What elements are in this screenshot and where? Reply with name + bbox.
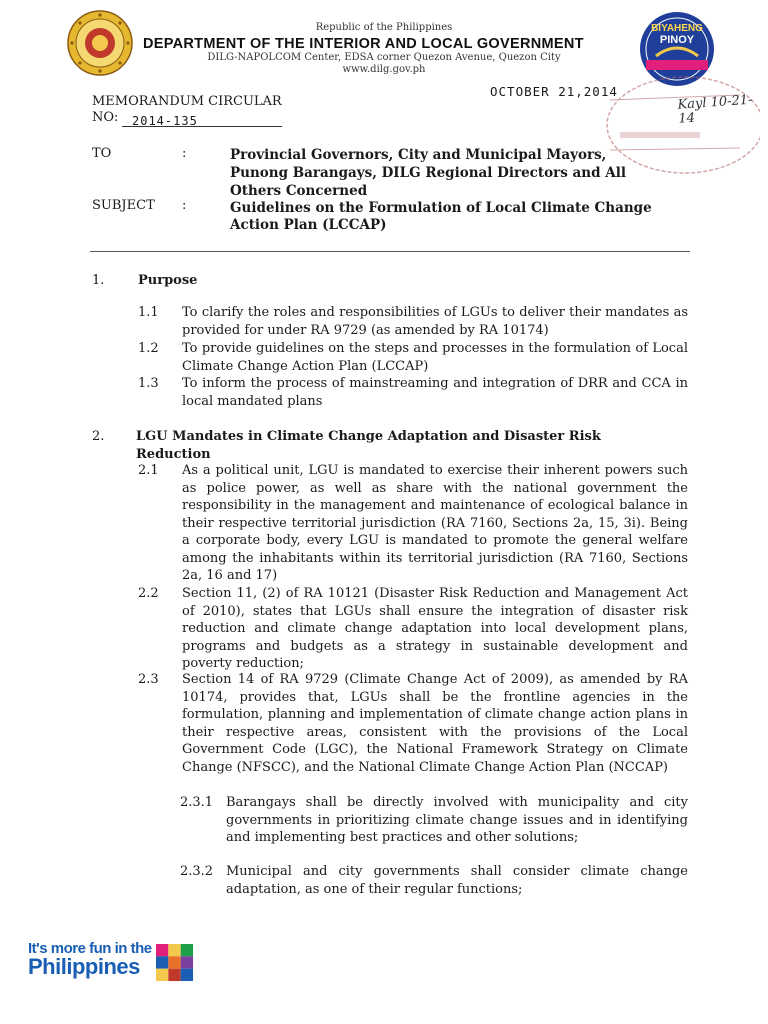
- memo-no-label: NO:: [92, 110, 119, 125]
- handwritten-initials: Kayl 10-21-14: [677, 92, 753, 127]
- item-2-1-number: 2.1: [138, 463, 159, 478]
- to-label: TO: [92, 146, 112, 161]
- item-1-1-text: To clarify the roles and responsibilities of LGUs to deliver their mandates as provided for under RA 9729 (as amended by RA 10174): [182, 305, 688, 338]
- section-1-number: 1.: [92, 273, 105, 288]
- department-website: www.dilg.gov.ph: [342, 64, 426, 75]
- memo-date: OCTOBER 21,2014: [490, 84, 618, 99]
- subject-value: Guidelines on the Formulation of Local Climate Change Action Plan (LCCAP): [230, 200, 652, 233]
- item-2-3-number: 2.3: [138, 672, 159, 687]
- badge-line1: BIYAHENG: [651, 23, 703, 34]
- tourism-logo: [28, 936, 198, 986]
- item-2-2-number: 2.2: [138, 586, 159, 601]
- item-2-3-2-number: 2.3.2: [180, 864, 214, 879]
- item-2-1-text: As a political unit, LGU is mandated to exercise their inherent powers such as police power, as well as share with the national government the responsibility in the management and maintenance of ecological balance in their respective territorial jurisdiction (RA 7160, Sections 2a, 15, 3i). Being a corporate body, every LGU is mandated to promote the general welfare among the inhabitants within its territorial jurisdiction (RA 7160, Sections 2a, 16 and 17): [182, 463, 688, 583]
- department-address: DILG-NAPOLCOM Center, EDSA corner Quezon Avenue, Quezon City: [207, 52, 561, 63]
- item-1-3-text: To inform the process of mainstreaming and integration of DRR and CCA in local mandated plans: [182, 376, 688, 409]
- header-divider: [90, 251, 690, 252]
- item-1-1-number: 1.1: [138, 305, 159, 320]
- item-2-3-1-text: Barangays shall be directly involved with municipality and city governments in prioritizing climate change issues and in identifying and implementing best practices and other solutions;: [226, 795, 688, 845]
- department-title: DEPARTMENT OF THE INTERIOR AND LOCAL GOVERNMENT: [143, 36, 584, 52]
- item-2-2-text: Section 11, (2) of RA 10121 (Disaster Risk Reduction and Management Act of 2010), states that LGUs shall ensure the integration of disaster risk reduction and climate change adaptation into local development plans, programs and budgets as a strategy in sustainable development and poverty reduction;: [182, 586, 688, 671]
- item-2-3-text: Section 14 of RA 9729 (Climate Change Act of 2009), as amended by RA 10174, provides that, LGUs shall be the frontline agencies in the formulation, planning and implementation of climate change action plans in their respective areas, consistent with the provisions of the Local Government Code (LGC), the National Framework Strategy on Climate Change (NFSCC), and the National Climate Change Action Plan (NCCAP): [182, 672, 688, 775]
- tourism-tagline-line2: Philippines: [28, 954, 140, 979]
- tourism-mosaic-icon: [156, 944, 194, 982]
- item-1-3-number: 1.3: [138, 376, 159, 391]
- item-2-3-1-number: 2.3.1: [180, 795, 214, 810]
- memo-no-value: 2014-135: [132, 114, 198, 128]
- to-value: Provincial Governors, City and Municipal Mayors, Punong Barangays, DILG Regional Directors and All Others Concerned: [230, 147, 626, 199]
- tourism-tagline-line1: It's more fun in the: [28, 940, 152, 957]
- subject-colon: :: [182, 198, 187, 213]
- section-2-number: 2.: [92, 429, 105, 444]
- memo-no-field: [122, 110, 282, 127]
- item-2-3-2-text: Municipal and city governments shall consider climate change adaptation, as one of their regular functions;: [226, 864, 688, 897]
- subject-label: SUBJECT: [92, 198, 155, 213]
- item-1-2-text: To provide guidelines on the steps and processes in the formulation of Local Climate Change Action Plan (LCCAP): [182, 341, 688, 374]
- badge-line2: PINOY: [659, 34, 695, 46]
- item-1-2-number: 1.2: [138, 341, 159, 356]
- memo-type: MEMORANDUM CIRCULAR: [92, 94, 282, 109]
- section-2-title: LGU Mandates in Climate Change Adaptation and Disaster Risk Reduction: [136, 429, 601, 462]
- section-1-title: Purpose: [138, 273, 198, 288]
- to-colon: :: [182, 146, 187, 161]
- republic-line: Republic of the Philippines: [315, 22, 453, 33]
